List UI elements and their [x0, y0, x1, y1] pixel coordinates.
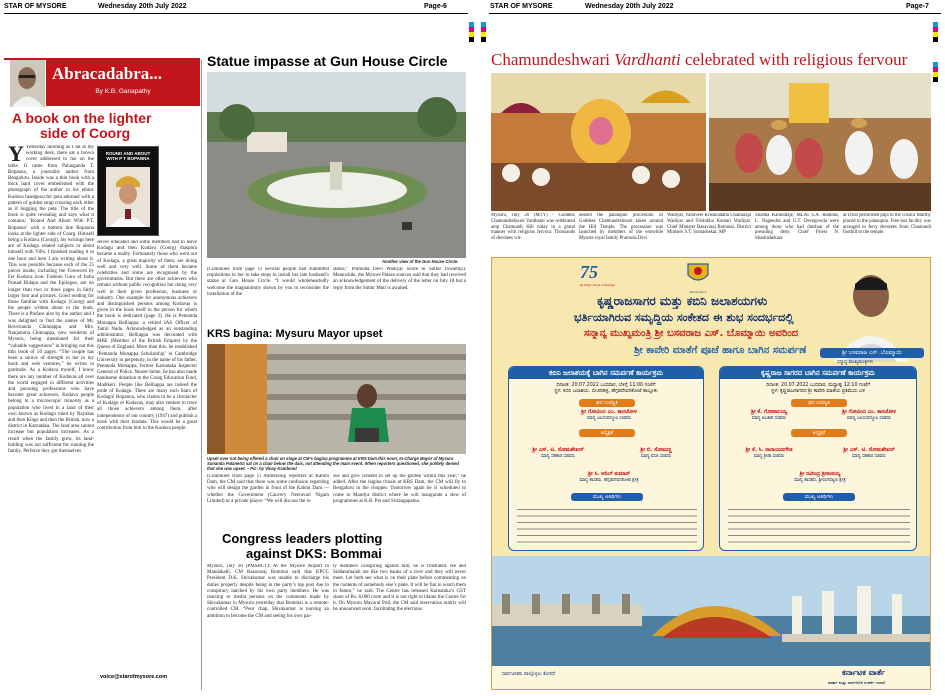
royals-photo: [709, 73, 931, 211]
krs-tag-2: ಅಧ್ಯಕ್ಷತೆ: [791, 429, 847, 437]
story4-headline-2: against DKS: Bommai: [246, 546, 382, 561]
masthead-right: STAR OF MYSORE: [490, 3, 553, 10]
author-portrait: [98, 161, 158, 231]
story4-body-1: Mysuru, July 20 (PMSBCT): At the Mysore Airport in Mandakalli, CM Basavaraj Bommai said that KPCC President D.K. Shivakumar was unable to discharge his duties properly despite being in the party’s top post due to conspiracy hatched by his own party members. He was reacting to media persons on the comments made by Shivakumar in Mysuru yesterday that Bommai is a remote-controlled CM. “Poor chap, Shivakumar is nursing an ambition to become the CM and seeing his own par-: [207, 564, 329, 619]
guest-role: ಮಾನ್ಯ ಜಲಸಂಪನ್ಮೂಲ ಸಚಿವರು: [587, 416, 631, 421]
ad-title-1: ಕೃಷ್ಣರಾಜಸಾಗರ ಮತ್ತು ಕಬಿನಿ ಜಲಾಶಯಗಳು: [597, 294, 768, 308]
guest-role: ಮಾನ್ಯ ಜಲಸಂಪನ್ಮೂಲ ಸಚಿವರು: [847, 416, 891, 421]
ad-title-4: ಶ್ರೀ ಕಾವೇರಿ ಮಾತೆಗೆ ಪೂಜೆ ಹಾಗೂ ಬಾಗಿನ ಸಮರ್ಪಣೆ: [634, 345, 807, 356]
story3-headline: KRS bagina: Mysuru Mayor upset: [207, 328, 383, 340]
krs-guests-tag: ಮುಖ್ಯ ಅತಿಥಿಗಳು: [783, 493, 855, 501]
email[interactable]: voice@starofmysore.com: [100, 674, 168, 680]
story1-body-1: [8, 145, 94, 620]
column-divider: [201, 60, 202, 690]
drop-cap: Y: [8, 145, 24, 166]
book-cover: [97, 146, 159, 236]
story1-headline-1: A book on the lighter: [12, 110, 152, 126]
registration-marks-center-2: [481, 22, 486, 42]
photo-credit: – Pic: by Vinay Kambond: [246, 466, 297, 471]
palanquin-photo: [491, 73, 706, 211]
story5-headline: [491, 50, 907, 70]
guest-role: ಮಾನ್ಯ ಸಹಕಾರ ಸಚಿವರು: [852, 454, 886, 459]
header-rule-right: [489, 13, 941, 14]
guest-role: ಮಾನ್ಯ ಶಾಸಕರು, ಶ್ರೀರಂಗಪಟ್ಟಣ ಕ್ಷೇತ್ರ: [794, 478, 846, 483]
date-left: Wednesday 20th July 2022: [98, 3, 187, 10]
krs-guest-4: [824, 447, 914, 459]
krs-date: ದಿನಾಂಕ: 20.07.2022 ಬುಧವಾರ, ಮಧ್ಯಾಹ್ನ 12:10 ಗಂಟೆಗೆ: [766, 383, 870, 388]
story3-caption: [207, 456, 466, 474]
state-emblem: [685, 261, 711, 294]
registration-marks: [933, 22, 938, 82]
krs-tag-1: ಘನ ಉಪಸ್ಥಿತಿ: [791, 399, 847, 407]
kabini-guest-1: [569, 409, 649, 421]
cm-name-badge: ಶ್ರೀ ಬಸವರಾಜ ಎಸ್. ಬೊಮ್ಮಾಯಿ: [820, 348, 924, 358]
story4-body-2: ty members conspiring against him, he is frustrated. He and Siddaramaiah are like two banks of a river and they will never meet. Let both see what is on their plate before commenting on the contents of somebody else’s plate. It will be fun to watch them in future,” he said. The Centre has released Karnataka’s GST share of Rs. 8,000 crore and it is not right to blame the Centre for it. On Mysuru Mayoral Poll, the CM said reservation matrix will be announced soon, facilitating the elections.: [333, 564, 466, 613]
story1-headline-2: side of Coorg: [40, 125, 131, 141]
page-number-left: Page-6: [424, 3, 447, 10]
guest-name: ಶ್ರೀ ಕೆ. ಸಿ. ನಾರಾಯಣಗೌಡ: [745, 447, 793, 453]
krs-guest-3: [724, 447, 814, 459]
krs-guest-list: [728, 505, 910, 545]
columnist-photo: [10, 60, 45, 107]
book-title-1: ROUND AND ABOUT: [105, 151, 151, 156]
story2-caption: Another view of the Gun House Circle.: [382, 259, 459, 264]
guest-name: ಶ್ರೀ ಗೋವಿಂದ ಎಂ. ಕಾರಜೋಳ: [842, 409, 896, 415]
date-right: Wednesday 20th July 2022: [585, 3, 674, 10]
registration-marks-center: [469, 22, 474, 42]
story1-body-1-text: Yesterday morning as I sat at my working desk, there sat a brown cover addressed to me on the table. It came from Palanganda T. Bopanna, a journalist author from Bengaluru. Inside was a thin book with a thick hard cover embellished with the photograph of the author in his ethnic Kodava headgear,chit peta adorned with a pattern of golden strap crossing each other as if hugging the peta. The title of the book is quite revealing and says what it contains: ‘Round And About With P.T. Bopanna’ with a bottom line Bopanna looks at the lighter side of Coorg. Himself being a Kodava (Coorgi), his writings here are of Kodagu related subjects or about himself with ViPs. I finished reading it in one hour and here I am writing about it. This was possible because each of the 25 pieces inside, including the Foreword by Fer Kodava icon: Fashion Guru of India Prasad Bidapa and the Epilogue, are no longer than two or three pages in fairly larger font and pictures. Good reading for those familiar with Kodagu (Coorg) and the people written about in the book. There is a Preface also by the author and I was delighted to find the names of Mr. Boverianda Chinnappa and Mrs. Nanjamma Chinnappa, now residents of Mysuru, being mentioned for their “valuable suggestions” in bringing out this thin book of 56 pages. “The couple has been a source of strength to me in my book and web ventures,” he writes in gratitude. As a Kodava myself, I know there are any number of Kodavas all over the world engaged in different activities and pursuing professions who have become great achievers. Kodava people belong to a microscopic minority as a population who lived in a land of their own known as Kodagu ruled by Nayakas and then Kings and then the British, now a district in Karnataka. The land area cannot increase but population increases. As a result when the family grew, its land-holding was not sufficient for running the family. Perforce they got themselves: [8, 145, 94, 454]
emblem-text: ಕರ್ನಾಟಕ ಸರ್ಕಾರ: [689, 290, 707, 294]
story5-col-5: ar Dixit performed puja to the Utsava Murthy placed in the palanquin. Free bus facility was arranged to ferry devotees from Chamundi foothill to the temple.: [843, 213, 931, 236]
story1-body-2: selves educated and some members had to leave Kodagu and then Kodava (Coorg) diaspora became a reality. Fortunately those who went out of Kodagu, a great majority of them, are doing well and very well. Some of them became celebrities and some are recognised by the governments. But there are other achievers who remain without public recognition but doing very well in their given profession, business or industry. One example for anonymous achievers and distinguished persons among Kodavas is given in the book itself in the person for whom the book is dedicated (page 3). He is Pemanda Monappa Belliappa, a retired IAS Officer of Tamil Nadu. Acknowledged as an outstanding administrator, Belliappa was decorated with MBE (Member of the British Empire) by the Queen of England. More than this, he established ‘Pemanda Monappa Scholarship’ in Cambridge University in perpetuity, in the name of his father, Pemanda Monappa, former Karnataka Inspector General of Police. Nearer home, he has also made handsome donation to the Coorg Education Fund, Madikeri. People like Belliappa are indeed the pride of Kodagu. There are many such Stars of Kodagu! Bopanna, who claims to be a chronicler of Kodagu or Kodavas, may also venture to trace all those achievers among them, after independence of our country (1947) and publish a book with their biodata. This would be a great contribution from him to the Kodava people.: [97, 240, 197, 432]
dept-name: ಕರ್ನಾಟಕ ವಾರ್ತೆ: [842, 668, 886, 677]
kabini-guest-4: [549, 471, 669, 483]
krs-guest-5: [760, 471, 880, 483]
krs-panel: [719, 366, 917, 551]
guest-name: ಶ್ರೀ ಗೋವಿಂದ ಎಂ. ಕಾರಜೋಳ: [581, 409, 637, 415]
guest-name: ಶ್ರೀ ರವೀಂದ್ರ ಶ್ರೀಕಂಠಯ್ಯ: [799, 471, 841, 477]
government-advertisement: [491, 257, 931, 690]
story5-col-2: nessed the palanquin procession of Goddess Chamundeshwari taken around the Hill Temple. The procession was launched by members of the erstwhile Mysore royal family Pramoda Devi: [579, 213, 663, 242]
kabini-date: ದಿನಾಂಕ: 20.07.2022 ಬುಧವಾರ, ಬೆಳಿಗ್ಗೆ 11:00 ಗಂಟೆಗೆ: [556, 383, 656, 388]
guest-name: ಶ್ರೀ ಎಸ್. ಟಿ. ಸೋಮಶೇಖರ್: [843, 447, 895, 453]
story2-headline: Statue impasse at Gun House Circle: [207, 53, 448, 69]
dam-panorama: [492, 556, 931, 666]
story2-body-1: (Continued from page 1) Several people had submitted requisitions to her to take steps to install her late husband’s statue at Gun House Circle. “I would wholeheartedly welcome the magnanimity shown by you to reconsider the installation of the: [207, 267, 329, 297]
krs-heading: ಕೃಷ್ಣರಾಜ ಸಾಗರದ ಬಾಗಿನ ಸಮರ್ಪಣೆ ಕಾರ್ಯಕ್ರಮ: [720, 367, 916, 379]
azadi-logo-text: ಸ್ವಾತಂತ್ರ್ಯದ ಅಮೃತ ಮಹೋತ್ಸವ: [580, 283, 616, 287]
story2-body-2: statue,” Pramoda Devi Wadiyar wrote to Sutlur (Swamiji). Meanwhile, the Mysore Palace sources said that they had received an acknowledgement of the delivery of the letter on July 18 but a reply from the Suttur Mutt is awaited.: [333, 267, 466, 291]
guest-role: ಮಾನ್ಯ ವಸತಿ ಸಚಿವರು: [640, 454, 672, 459]
story3-body-1: (Continued from page 1) Addressing reporters at Kabini Dam, the CM said that there was some confusion regarding who will design the garden in front of the Kabini Dam — whether the Government (Cauvery Neeravari Nigam Limited) or a private player. “We will discuss the is-: [207, 474, 329, 504]
guest-role: ಮಾನ್ಯ ಸಹಕಾರ ಸಚಿವರು: [541, 454, 575, 459]
column-byline: By K.B. Ganapathy: [95, 88, 151, 95]
headline-part-2: Vardhanti: [614, 50, 681, 69]
headline-part-3: celebrated with religious fervour: [680, 50, 908, 69]
story3-caption-text: Upset over not being offered a chair on stage at CM’s bagina programme at KRS Dam this noon, In-Charge Mayor of Mysuru Sunanda Palanetra sat on a chair below the dais, not attending the main event. When reporters questioned, she politely denied that she was upset.: [207, 456, 459, 471]
gun-house-photo: [207, 72, 466, 258]
column-title: Abracadabra...: [52, 64, 163, 83]
kabini-heading: ಕಬಿನಿ ಜಲಾಶಯಕ್ಕೆ ಬಾಗಿನ ಸಮರ್ಪಣೆ ಕಾರ್ಯಕ್ರಮ: [509, 367, 703, 379]
footer-note: ಸಾರ್ವಜನಿಕರು ಪಾಲ್ಗೊಳ್ಳಲು ಕೋರಿದೆ: [502, 672, 556, 677]
kabini-venue: ಸ್ಥಳ: ಕಬಿನಿ ಜಲಾಶಯ, ಬೀಚನಹಳ್ಳಿ, ಹೆಗ್ಗಡದೇವನಕೋಟೆ ತಾಲ್ಲೂಕು: [554, 389, 658, 394]
headline-part-1: Chamundeshwari: [491, 50, 615, 69]
kabini-guest-3: [611, 447, 701, 459]
krs-guest-2: [824, 409, 914, 421]
krs-guest-1: [724, 409, 814, 421]
story5-col-4: Shobha Karandlaje, MLAs S.A. Ramdas, L. Nagendra and G.T. Devegowda were among those who had darshan of the presiding deity. Chief Priest N. Shashishekara: [755, 213, 839, 242]
guest-name: ಶ್ರೀ ಬಿ. ಸೋಮಣ್ಣ: [640, 447, 672, 453]
story3-body-2: sue and give consent to set up the garden within this year,” he added. After the bagina rituals at KRS Dam, the CM will fly to Bengaluru in the chopper. Tomorrow again he is scheduled to come to Mandya district where he will inaugurate a slew of programmes at K.R. Pet and Srirangapatna.: [333, 474, 466, 504]
cm-photo: [815, 262, 927, 362]
kabini-guest-2: [513, 447, 603, 459]
story5-col-1: Mysuru, July 20 (MTY) - Goddess Chamundeshwari Vardhanti was celebrated atop Chamundi Hill today in a grand manner with religious fervour. Thousands of devotees wit-: [491, 213, 575, 242]
ad-title-3: ಸನ್ಮಾನ್ಯ ಮುಖ್ಯಮಂತ್ರಿ ಶ್ರೀ ಬಸವರಾಜ ಎಸ್. ಬೊಮ್ಮಾಯಿ ಅವರಿಂದ: [584, 328, 799, 339]
book-title-2: WITH P T BOPANNA: [106, 156, 150, 161]
guest-name: ಶ್ರೀ ಎಸ್. ಟಿ. ಸೋಮಶೇಖರ್: [532, 447, 584, 453]
kabini-tag-2: ಅಧ್ಯಕ್ಷತೆ: [579, 429, 635, 437]
story5-col-3: Wadiyar, Yaduveer Krishnadatta Chamaraja Wadiyar and Trishikha Kumari Wadiyar. Chief Minister Basavaraj Bommai, District Minister S.T. Somashekar, MP: [667, 213, 751, 236]
header-rule-left: [4, 13, 468, 14]
kabini-tag-1: ಘನ ಉಪಸ್ಥಿತಿ: [579, 399, 635, 407]
dept-sub: ವಾರ್ತಾ ಮತ್ತು ಸಾರ್ವಜನಿಕ ಸಂಪರ್ಕ ಇಲಾಖೆ: [828, 680, 886, 685]
guest-name: ಶ್ರೀ ಕೆ. ಗೋಪಾಲಯ್ಯ: [750, 409, 788, 415]
azadi-logo: [580, 262, 620, 292]
mayor-photo: [207, 344, 466, 454]
page-number-right: Page-7: [906, 3, 929, 10]
masthead-left: STAR OF MYSORE: [4, 3, 67, 10]
guest-role: ಮಾನ್ಯ ಅಬಕಾರಿ ಸಚಿವರು: [751, 416, 787, 421]
cm-title: ಸನ್ಮಾನ್ಯ ಮುಖ್ಯಮಂತ್ರಿಗಳು: [837, 360, 874, 365]
krs-venue: ಸ್ಥಳ: ಕೃಷ್ಣರಾಜಸಾಗರದ ಶ್ರೀ ಕಾವೇರಿ ಮಾತೆಯ ಪ್ರತಿಮೆಯ ಬಳಿ: [771, 389, 865, 394]
guest-role: ಮಾನ್ಯ ಶಾಸಕರು, ಹೆಗ್ಗಡದೇವನಕೋಟೆ ಕ್ಷೇತ್ರ: [579, 478, 639, 483]
ad-title-2: ಭರ್ತಿಯಾಗಿರುವ ಸಮೃದ್ಧಿಯ ಸಂಕೇತದ ಈ ಶುಭ ಸಂದರ್ಭದಲ್ಲಿ: [574, 311, 794, 324]
column-banner: [46, 60, 200, 106]
guest-role: ಮಾನ್ಯ ಕ್ರೀಡಾ ಸಚಿವರು: [753, 454, 785, 459]
azadi-logo-number: 75: [580, 262, 598, 282]
story4-headline-1: Congress leaders plotting: [222, 531, 383, 546]
kabini-guests-tag: ಮುಖ್ಯ ಅತಿಥಿಗಳು: [571, 493, 643, 501]
kabini-guest-list: [517, 505, 697, 545]
kabini-panel: [508, 366, 704, 551]
guest-name: ಶ್ರೀ ಸಿ. ಅನಿಲ್ ಕುಮಾರ್: [587, 471, 631, 477]
ad-footer: [492, 666, 931, 690]
